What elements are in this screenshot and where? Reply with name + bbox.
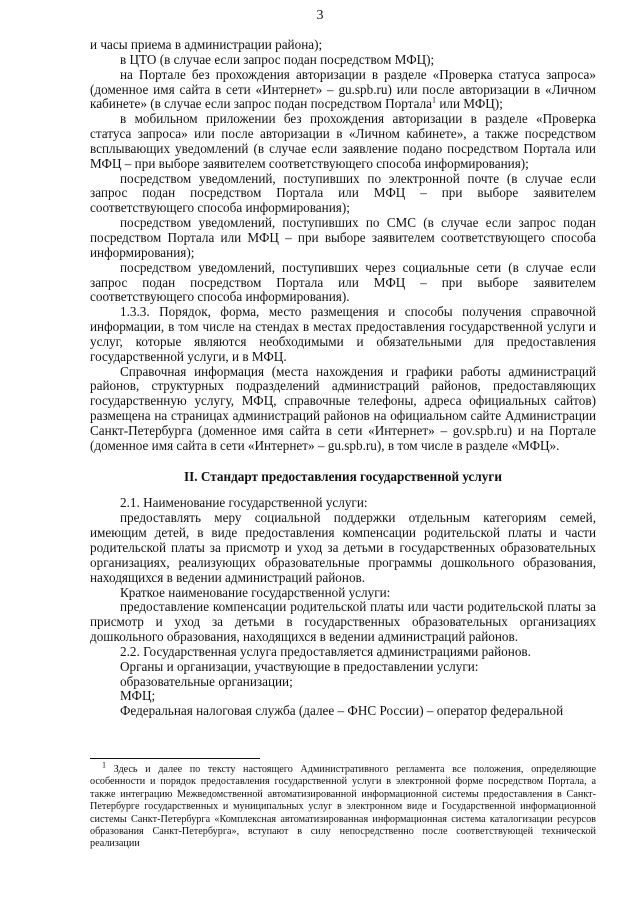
- paragraph-8: 1.3.3. Порядок, форма, место размещения и способы получения справочной информации, в том числе на стендах в местах предоставления государственной услуги и услуг, которые являются необходимыми и обязательными для предоставления государственной услуги, и в МФЦ.: [90, 304, 596, 364]
- footnote-separator: [90, 758, 260, 759]
- footnote-mark: 1: [102, 760, 106, 770]
- section-heading: II. Стандарт предоставления государственной услуги: [184, 468, 502, 484]
- paragraph-6: посредством уведомлений, поступивших по СМС (в случае если запрос подан посредством Портала или МФЦ – при выборе заявителем соответствующего способа информирования);: [90, 215, 596, 260]
- paragraph-4: в мобильном приложении без прохождения авторизации в разделе «Проверка статуса запроса» или после авторизации в «Личном кабинете», а также посредством всплывающих уведомлений (в случае если заявление подано посредством Портала или МФЦ – при выборе заявителем соответствующего способа информирования);: [90, 111, 596, 171]
- paragraph-1: и часы приема в администрации района);: [90, 37, 323, 52]
- paragraph-12: Краткое наименование государственной услуги:: [120, 584, 391, 600]
- paragraph-5: посредством уведомлений, поступивших по электронной почте (в случае если запрос подан посредством Портала или МФЦ – при выборе заявителем соответствующего способа информирования);: [90, 170, 596, 216]
- document-body: [90, 38, 596, 719]
- paragraph-3-tail: или МФЦ);: [436, 96, 503, 112]
- paragraph-13: предоставление компенсации родительской платы или части родительской платы за присмотр и уход за детьми в государственных образовательных организациях дошкольного образования, находящихся в ведении администраций районов.: [90, 599, 596, 645]
- page-number: 3: [316, 8, 324, 23]
- paragraph-9: Справочная информация (места нахождения и графики работы администраций районов, структурных подразделений администраций районов, предоставляющих государственную услугу, МФЦ, справочные телефоны, адреса официальных сайтов) размещена на страницах администраций районов на официальном сайте Администрации Санкт-Петербурга (доменное имя сайта в сети «Интернет» – gov.spb.ru) и на Портале (доменное имя сайта в сети «Интернет» – gu.spb.ru), в том числе в разделе «МФЦ».: [90, 363, 596, 453]
- footnote-text: [90, 760, 596, 851]
- paragraph-16: образовательные организации;: [120, 673, 293, 689]
- paragraph-17: МФЦ;: [120, 688, 156, 704]
- footnote-body: Здесь и далее по тексту настоящего Административного регламента все положения, определяющие особенности и порядок предоставления государственной услуги в электронной форме посредством Портала, а также интеграцию Межведомственной автоматизированной информационной системы предоставления в Санкт-Петербурге государственных и муниципальных услуг в электронном виде и Государственной информационной системы Санкт-Петербурга «Комплексная автоматизированная информационная система каталогизации ресурсов образования Санкт-Петербурга», вступают в силу непосредственно после соответствующей технической реализации: [90, 764, 596, 850]
- paragraph-2: в ЦТО (в случае если запрос подан посредством МФЦ);: [120, 51, 435, 67]
- paragraph-11: предоставлять меру социальной поддержки отдельным категориям семей, имеющим детей, в виде предоставления компенсации родительской платы и части родительской платы за присмотр и уход за детьми в государственных образовательных организациях, реализующих образовательные программы дошкольного образования, находящихся в ведении администраций районов.: [90, 510, 596, 585]
- paragraph-18: Федеральная налоговая служба (далее – ФНС России) – оператор федеральной: [120, 703, 564, 719]
- paragraph-7: посредством уведомлений, поступивших через социальные сети (в случае если запрос подан посредством Портала или МФЦ – при выборе заявителем соответствующего способа информирования).: [90, 259, 596, 305]
- paragraph-3-text: на Портале без прохождения авторизации в разделе «Проверка статуса запроса» (доменное имя сайта в сети «Интернет» – gu.spb.ru) или после авторизации в «Личном кабинете» (в случае если запрос подан посредством Портала: [90, 66, 596, 112]
- paragraph-14: 2.2. Государственная услуга предоставляется администрациями районов.: [120, 643, 531, 659]
- footnote-reference: 1: [432, 95, 437, 105]
- footnote: [90, 760, 596, 851]
- paragraph-10: 2.1. Наименование государственной услуги:: [120, 495, 368, 511]
- paragraph-15: Органы и организации, участвующие в предоставлении услуги:: [120, 658, 479, 674]
- paragraph-3: [90, 68, 596, 113]
